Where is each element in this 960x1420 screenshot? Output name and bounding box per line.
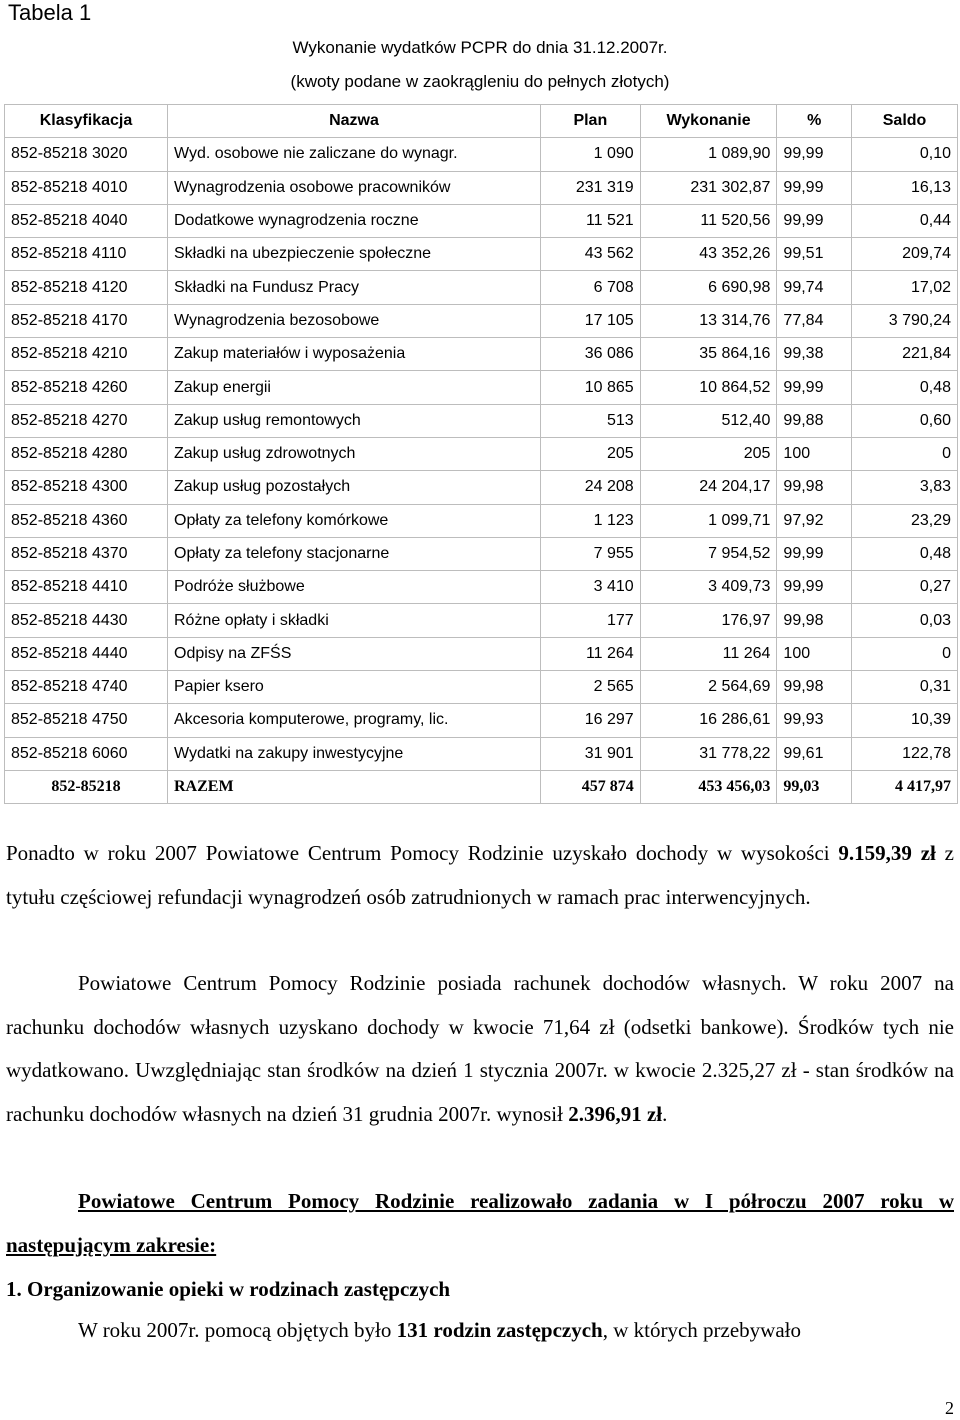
cell-nazwa: Wyd. osobowe nie zaliczane do wynagr. [168, 138, 541, 171]
cell-plan: 11 521 [541, 204, 641, 237]
cell-saldo: 221,84 [852, 338, 958, 371]
table-row [5, 238, 958, 271]
table-row [5, 437, 958, 470]
total-cell-klasyfikacja: 852-85218 [5, 770, 168, 803]
cell-wykonanie: 43 352,26 [640, 238, 777, 271]
cell-percent: 99,98 [777, 471, 852, 504]
cell-nazwa: Różne opłaty i składki [168, 604, 541, 637]
cell-percent: 100 [777, 637, 852, 670]
cell-wykonanie: 3 409,73 [640, 571, 777, 604]
table-row [5, 571, 958, 604]
cell-klasyfikacja: 852-85218 4360 [5, 504, 168, 537]
cell-plan: 11 264 [541, 637, 641, 670]
header-percent: % [777, 105, 852, 138]
cell-percent: 99,88 [777, 404, 852, 437]
cell-percent: 100 [777, 437, 852, 470]
header-wykonanie: Wykonanie [640, 105, 777, 138]
cell-saldo: 0,48 [852, 537, 958, 570]
cell-percent: 99,99 [777, 571, 852, 604]
cell-plan: 231 319 [541, 171, 641, 204]
cell-plan: 6 708 [541, 271, 641, 304]
cell-saldo: 23,29 [852, 504, 958, 537]
cell-percent: 99,98 [777, 671, 852, 704]
cell-plan: 2 565 [541, 671, 641, 704]
table-row [5, 704, 958, 737]
table-subtitle: (kwoty podane w zaokrągleniu do pełnych złotych) [290, 72, 670, 91]
cell-wykonanie: 10 864,52 [640, 371, 777, 404]
cell-saldo: 0,10 [852, 138, 958, 171]
cell-plan: 205 [541, 437, 641, 470]
table-row [5, 371, 958, 404]
cell-nazwa: Zakup materiałów i wyposażenia [168, 338, 541, 371]
cell-saldo: 0,27 [852, 571, 958, 604]
paragraph-text: z tytułu częściowej refundacji wynagrodzeń osób zatrudnionych w ramach prac interwencyjnych. [6, 841, 954, 909]
cell-saldo: 0 [852, 437, 958, 470]
section-heading: Powiatowe Centrum Pomocy Rodzinie realizowało zadania w I półroczu 2007 roku w następującym zakresie: [6, 1189, 954, 1257]
cell-klasyfikacja: 852-85218 4280 [5, 437, 168, 470]
cell-wykonanie: 176,97 [640, 604, 777, 637]
expenses-table [4, 104, 958, 804]
cell-wykonanie: 11 264 [640, 637, 777, 670]
cell-percent: 99,99 [777, 537, 852, 570]
cell-saldo: 0,31 [852, 671, 958, 704]
total-cell-plan: 457 874 [541, 770, 641, 803]
cell-klasyfikacja: 852-85218 4260 [5, 371, 168, 404]
table-row [5, 604, 958, 637]
total-cell-saldo: 4 417,97 [852, 770, 958, 803]
cell-klasyfikacja: 852-85218 4270 [5, 404, 168, 437]
cell-klasyfikacja: 852-85218 4010 [5, 171, 168, 204]
cell-percent: 99,98 [777, 604, 852, 637]
cell-percent: 99,99 [777, 371, 852, 404]
cell-plan: 177 [541, 604, 641, 637]
cell-klasyfikacja: 852-85218 4120 [5, 271, 168, 304]
cell-percent: 99,93 [777, 704, 852, 737]
cell-nazwa: Zakup energii [168, 371, 541, 404]
cell-plan: 36 086 [541, 338, 641, 371]
cell-saldo: 16,13 [852, 171, 958, 204]
cell-wykonanie: 6 690,98 [640, 271, 777, 304]
subheading: 1. Organizowanie opieki w rodzinach zastępczych [6, 1277, 451, 1301]
total-cell-percent: 99,03 [777, 770, 852, 803]
cell-plan: 10 865 [541, 371, 641, 404]
page-number: 2 [945, 1398, 954, 1418]
cell-klasyfikacja: 852-85218 4430 [5, 604, 168, 637]
table-header-row [5, 105, 958, 138]
cell-klasyfikacja: 852-85218 4040 [5, 204, 168, 237]
cell-nazwa: Papier ksero [168, 671, 541, 704]
cell-percent: 77,84 [777, 304, 852, 337]
cell-plan: 17 105 [541, 304, 641, 337]
cell-wykonanie: 11 520,56 [640, 204, 777, 237]
cell-klasyfikacja: 852-85218 4300 [5, 471, 168, 504]
table-row [5, 204, 958, 237]
table-body [5, 138, 958, 804]
cell-percent: 99,61 [777, 737, 852, 770]
cell-nazwa: Wynagrodzenia osobowe pracowników [168, 171, 541, 204]
cell-wykonanie: 16 286,61 [640, 704, 777, 737]
cell-saldo: 122,78 [852, 737, 958, 770]
cell-klasyfikacja: 852-85218 4740 [5, 671, 168, 704]
cell-nazwa: Akcesoria komputerowe, programy, lic. [168, 704, 541, 737]
cell-klasyfikacja: 852-85218 4410 [5, 571, 168, 604]
cell-klasyfikacja: 852-85218 4370 [5, 537, 168, 570]
paragraph-text: , w których przebywało [602, 1318, 802, 1342]
cell-wykonanie: 512,40 [640, 404, 777, 437]
cell-nazwa: Wydatki na zakupy inwestycyjne [168, 737, 541, 770]
cell-nazwa: Odpisy na ZFŚS [168, 637, 541, 670]
table-row [5, 404, 958, 437]
cell-klasyfikacja: 852-85218 6060 [5, 737, 168, 770]
header-nazwa: Nazwa [168, 105, 541, 138]
table-row [5, 737, 958, 770]
cell-klasyfikacja: 852-85218 4110 [5, 238, 168, 271]
paragraph-text: Powiatowe Centrum Pomocy Rodzinie posiada rachunek dochodów własnych. W roku 2007 na rachunku dochodów własnych uzyskano dochody w kwocie 71,64 zł (odsetki bankowe). Środków tych nie wydatkowano. Uwzględniając stan środków na dzień 1 stycznia 2007r. w kwocie 2.325,27 zł - stan środków na rachunku dochodów własnych na dzień 31 grudnia 2007r. wynosił [6, 971, 954, 1126]
cell-klasyfikacja: 852-85218 4440 [5, 637, 168, 670]
cell-saldo: 17,02 [852, 271, 958, 304]
cell-nazwa: Podróże służbowe [168, 571, 541, 604]
cell-saldo: 10,39 [852, 704, 958, 737]
table-row [5, 304, 958, 337]
cell-saldo: 3,83 [852, 471, 958, 504]
cell-wykonanie: 1 089,90 [640, 138, 777, 171]
cell-wykonanie: 7 954,52 [640, 537, 777, 570]
cell-saldo: 209,74 [852, 238, 958, 271]
cell-wykonanie: 13 314,76 [640, 304, 777, 337]
table-row [5, 471, 958, 504]
table-row [5, 138, 958, 171]
cell-percent: 99,51 [777, 238, 852, 271]
table-row [5, 338, 958, 371]
header-saldo: Saldo [852, 105, 958, 138]
cell-plan: 43 562 [541, 238, 641, 271]
cell-nazwa: Składki na ubezpieczenie społeczne [168, 238, 541, 271]
cell-saldo: 0,48 [852, 371, 958, 404]
cell-saldo: 0 [852, 637, 958, 670]
cell-nazwa: Składki na Fundusz Pracy [168, 271, 541, 304]
cell-nazwa: Wynagrodzenia bezosobowe [168, 304, 541, 337]
cell-saldo: 0,03 [852, 604, 958, 637]
cell-wykonanie: 1 099,71 [640, 504, 777, 537]
cell-plan: 513 [541, 404, 641, 437]
table-row [5, 671, 958, 704]
cell-plan: 24 208 [541, 471, 641, 504]
paragraph-text: . [662, 1101, 668, 1126]
cell-percent: 97,92 [777, 504, 852, 537]
cell-klasyfikacja: 852-85218 3020 [5, 138, 168, 171]
header-plan: Plan [541, 105, 641, 138]
cell-plan: 3 410 [541, 571, 641, 604]
header-klasyfikacja: Klasyfikacja [5, 105, 168, 138]
cell-nazwa: Opłaty za telefony stacjonarne [168, 537, 541, 570]
cell-klasyfikacja: 852-85218 4170 [5, 304, 168, 337]
paragraph-foster-families [6, 1309, 954, 1353]
paragraph-text: Ponadto w roku 2007 Powiatowe Centrum Pomocy Rodzinie uzyskało dochody w wysokości [6, 841, 839, 865]
foster-families-count: 131 rodzin zastępczych [396, 1318, 603, 1342]
cell-wykonanie: 231 302,87 [640, 171, 777, 204]
table-total-row [5, 770, 958, 803]
total-cell-nazwa: RAZEM [168, 770, 541, 803]
cell-plan: 7 955 [541, 537, 641, 570]
table-row [5, 171, 958, 204]
cell-plan: 16 297 [541, 704, 641, 737]
cell-nazwa: Opłaty za telefony komórkowe [168, 504, 541, 537]
cell-percent: 99,99 [777, 204, 852, 237]
cell-percent: 99,38 [777, 338, 852, 371]
cell-percent: 99,99 [777, 171, 852, 204]
cell-plan: 31 901 [541, 737, 641, 770]
cell-wykonanie: 24 204,17 [640, 471, 777, 504]
table-row [5, 537, 958, 570]
table-row [5, 271, 958, 304]
cell-saldo: 0,44 [852, 204, 958, 237]
table-row [5, 504, 958, 537]
cell-percent: 99,99 [777, 138, 852, 171]
cell-percent: 99,74 [777, 271, 852, 304]
cell-klasyfikacja: 852-85218 4750 [5, 704, 168, 737]
table-row [5, 637, 958, 670]
cell-saldo: 0,60 [852, 404, 958, 437]
cell-wykonanie: 31 778,22 [640, 737, 777, 770]
cell-saldo: 3 790,24 [852, 304, 958, 337]
cell-wykonanie: 2 564,69 [640, 671, 777, 704]
paragraph-income [6, 832, 954, 919]
cell-plan: 1 123 [541, 504, 641, 537]
cell-plan: 1 090 [541, 138, 641, 171]
table-title: Wykonanie wydatków PCPR do dnia 31.12.2007r. [292, 38, 668, 57]
balance-amount: 2.396,91 zł [568, 1101, 663, 1126]
cell-klasyfikacja: 852-85218 4210 [5, 338, 168, 371]
cell-wykonanie: 205 [640, 437, 777, 470]
cell-nazwa: Zakup usług zdrowotnych [168, 437, 541, 470]
cell-nazwa: Dodatkowe wynagrodzenia roczne [168, 204, 541, 237]
cell-nazwa: Zakup usług remontowych [168, 404, 541, 437]
cell-wykonanie: 35 864,16 [640, 338, 777, 371]
total-cell-wykonanie: 453 456,03 [640, 770, 777, 803]
table-label: Tabela 1 [8, 0, 92, 25]
cell-nazwa: Zakup usług pozostałych [168, 471, 541, 504]
income-amount: 9.159,39 zł [838, 841, 936, 865]
paragraph-own-income [6, 962, 954, 1136]
paragraph-text: W roku 2007r. pomocą objętych było [78, 1318, 397, 1342]
